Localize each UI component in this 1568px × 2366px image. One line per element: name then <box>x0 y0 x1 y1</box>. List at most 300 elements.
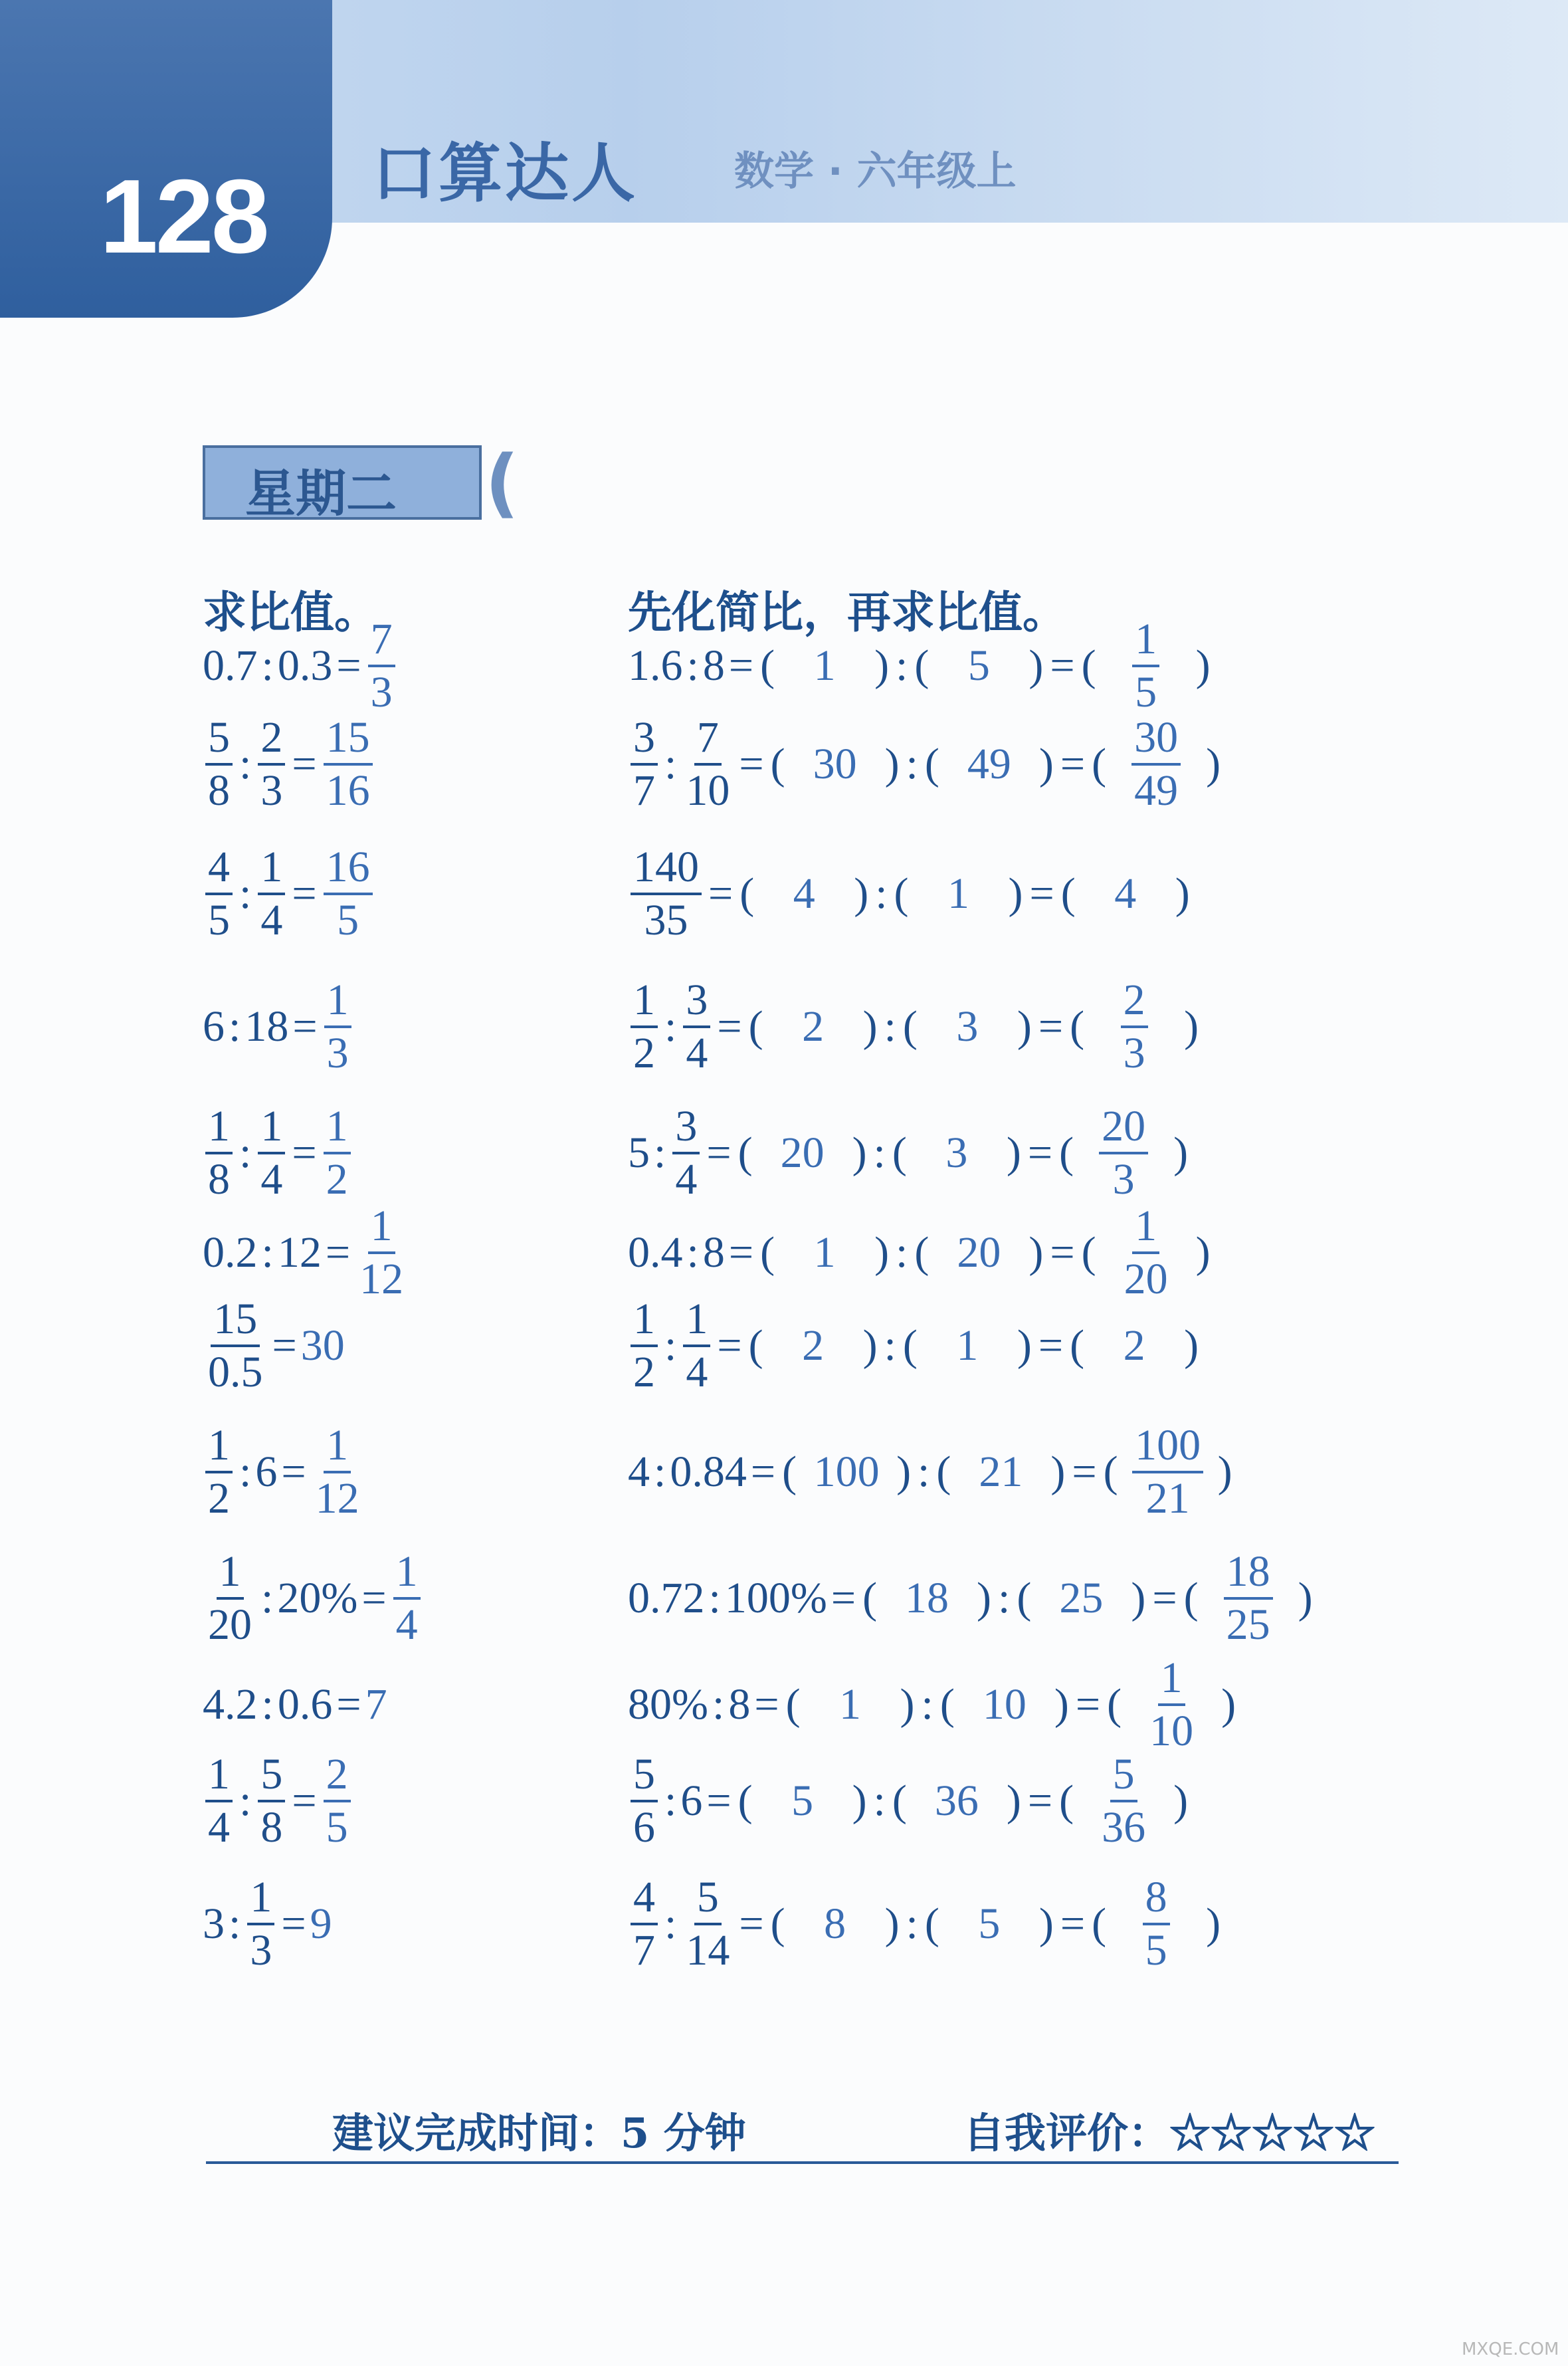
equals-sign: = <box>325 1228 351 1277</box>
numerator: 16 <box>324 845 373 895</box>
denominator: 0.5 <box>208 1348 263 1396</box>
denominator: 5 <box>337 896 359 944</box>
rating-stars[interactable]: ☆☆☆☆☆ <box>1169 2109 1376 2157</box>
term: 6 <box>255 1448 278 1496</box>
open-paren: ( <box>1183 1574 1199 1622</box>
close-paren: ) <box>1038 1899 1054 1948</box>
answer-fraction <box>324 713 373 815</box>
answer-blank: 30 <box>813 740 857 788</box>
denominator: 3 <box>1123 1029 1145 1077</box>
numerator: 1 <box>324 978 351 1028</box>
simplified-ratio-second[interactable] <box>936 1450 1065 1494</box>
answer-blank: 10 <box>982 1680 1027 1729</box>
answer-blank: 21 <box>979 1448 1023 1496</box>
open-paren: ( <box>1017 1574 1032 1622</box>
left-problem-row <box>203 1750 353 1852</box>
equals-sign: = <box>336 1680 361 1729</box>
answer-fraction <box>1147 1656 1196 1753</box>
fraction <box>631 713 658 815</box>
answer-value: 7 <box>365 1680 387 1729</box>
denominator: 4 <box>675 1155 698 1204</box>
denominator: 10 <box>686 766 730 815</box>
open-paren: ( <box>936 1448 951 1496</box>
denominator: 4 <box>260 1155 283 1204</box>
numerator: 5 <box>205 716 233 766</box>
fraction <box>631 1873 658 1975</box>
close-paren: ) <box>1008 869 1023 918</box>
answer-blank: 2 <box>802 1321 825 1370</box>
close-paren: ) <box>874 641 890 690</box>
numerator: 5 <box>631 1753 658 1802</box>
answer-value: 30 <box>300 1321 345 1370</box>
simplified-ratio-first[interactable] <box>785 1680 915 1729</box>
answer-blank: 49 <box>967 740 1011 788</box>
ratio-value[interactable] <box>1092 1873 1221 1975</box>
right-problem-row <box>628 1204 1213 1301</box>
open-paren: ( <box>770 740 785 788</box>
simplified-ratio-second[interactable] <box>902 1002 1032 1051</box>
left-problem-row <box>203 1547 423 1649</box>
ratio-value[interactable] <box>1059 1750 1189 1852</box>
denominator: 3 <box>1112 1155 1135 1204</box>
answer-fraction <box>324 978 351 1075</box>
numerator: 2 <box>1121 978 1148 1028</box>
close-paren: ) <box>1050 1448 1066 1496</box>
numerator: 1 <box>1132 1204 1159 1254</box>
close-paren: ) <box>862 1321 878 1370</box>
simplified-ratio-first[interactable] <box>770 1899 900 1948</box>
simplified-ratio-second[interactable] <box>894 869 1023 918</box>
term: 5 <box>628 1129 650 1177</box>
page-number-tab <box>0 0 332 318</box>
open-paren: ( <box>770 1899 785 1948</box>
equals-sign: = <box>706 1129 732 1177</box>
answer-blank <box>1074 1750 1173 1852</box>
answer-blank <box>1096 1204 1196 1301</box>
equals-sign: = <box>292 740 317 788</box>
term: 8 <box>702 1228 725 1277</box>
denominator: 12 <box>315 1474 359 1523</box>
right-problem-row <box>628 617 1213 714</box>
equals-sign: = <box>706 1776 732 1825</box>
ratio-colon: : <box>906 1899 918 1948</box>
ratio-colon: : <box>873 1776 886 1825</box>
ratio-value[interactable] <box>1103 1421 1232 1523</box>
right-problem-row <box>628 1873 1223 1975</box>
numerator: 30 <box>1131 716 1181 766</box>
left-problem-row <box>203 1421 365 1523</box>
close-paren: ) <box>1029 641 1044 690</box>
fraction <box>205 1297 266 1394</box>
answer-blank <box>1096 617 1196 714</box>
close-paren: ) <box>1006 1129 1021 1177</box>
ratio-colon: : <box>229 1899 241 1948</box>
answer-blank <box>1084 1321 1184 1370</box>
term: 80% <box>628 1680 708 1729</box>
answer-fraction <box>324 1750 351 1852</box>
fraction <box>205 845 233 942</box>
answer-fraction <box>393 1547 421 1649</box>
fraction <box>631 1750 658 1852</box>
ratio-value[interactable] <box>1082 1204 1211 1301</box>
fraction <box>631 978 658 1075</box>
answer-blank: 20 <box>957 1228 1001 1277</box>
ratio-colon: : <box>686 1228 699 1277</box>
close-paren: ) <box>884 1899 900 1948</box>
answer-fraction <box>1132 617 1159 714</box>
close-paren: ) <box>1173 1129 1189 1177</box>
ratio-colon: : <box>261 1228 274 1277</box>
equals-sign: = <box>292 1129 317 1177</box>
close-paren: ) <box>884 740 900 788</box>
numerator: 1 <box>631 978 658 1028</box>
ratio-value[interactable] <box>1082 617 1211 714</box>
equals-sign: = <box>336 641 361 690</box>
equals-sign: = <box>1152 1574 1177 1622</box>
answer-value: 9 <box>310 1899 332 1948</box>
left-problem-row <box>203 1873 332 1975</box>
ratio-value[interactable] <box>1107 1656 1236 1753</box>
term: 12 <box>277 1228 322 1277</box>
ratio-colon: : <box>906 740 918 788</box>
close-paren: ) <box>1298 1574 1313 1622</box>
answer-blank: 4 <box>793 869 815 918</box>
term: 100% <box>724 1574 827 1622</box>
equals-sign: = <box>717 1321 742 1370</box>
numerator: 15 <box>211 1297 260 1347</box>
equals-sign: = <box>754 1680 779 1729</box>
open-paren: ( <box>902 1321 918 1370</box>
fraction <box>631 1297 658 1394</box>
denominator: 4 <box>260 896 283 944</box>
open-paren: ( <box>892 1129 907 1177</box>
fraction <box>205 1421 233 1523</box>
open-paren: ( <box>924 740 939 788</box>
answer-fraction <box>1131 713 1181 815</box>
simplified-ratio-first[interactable] <box>738 1131 867 1175</box>
denominator: 5 <box>326 1803 348 1852</box>
ratio-colon: : <box>239 740 252 788</box>
term: 8 <box>702 641 725 690</box>
open-paren: ( <box>1070 1002 1085 1051</box>
fraction <box>258 1750 285 1852</box>
open-paren: ( <box>1103 1448 1118 1496</box>
answer-fraction <box>1132 1421 1203 1523</box>
simplified-ratio-second[interactable] <box>892 1776 1021 1825</box>
equals-sign: = <box>1050 641 1075 690</box>
open-paren: ( <box>1081 1228 1096 1277</box>
answer-blank: 20 <box>780 1129 825 1177</box>
open-paren: ( <box>760 1228 775 1277</box>
simplified-ratio-second[interactable] <box>902 1321 1032 1370</box>
fraction <box>247 1873 274 1975</box>
ratio-value[interactable] <box>1183 1547 1313 1649</box>
answer-blank: 1 <box>956 1321 979 1370</box>
numerator: 1 <box>205 1424 233 1473</box>
answer-blank <box>1074 1102 1173 1204</box>
simplified-ratio-first[interactable] <box>771 742 900 786</box>
close-paren: ) <box>1017 1321 1032 1370</box>
answer-blank <box>1199 1547 1298 1649</box>
equals-sign: = <box>1038 1002 1064 1051</box>
numerator: 1 <box>324 1424 351 1473</box>
denominator: 3 <box>260 766 283 815</box>
answer-blank <box>1076 869 1175 918</box>
answer-blank: 8 <box>824 1899 846 1948</box>
numerator: 2 <box>258 716 285 766</box>
simplified-ratio-first[interactable] <box>737 1776 867 1825</box>
right-problem-row <box>628 1102 1191 1204</box>
denominator: 49 <box>1134 766 1179 815</box>
denominator: 3 <box>250 1926 272 1975</box>
open-paren: ( <box>1070 1321 1085 1370</box>
denominator: 5 <box>208 896 230 944</box>
denominator: 10 <box>1149 1707 1194 1755</box>
close-paren: ) <box>1217 1448 1232 1496</box>
ratio-colon: : <box>873 1129 886 1177</box>
denominator: 8 <box>208 766 230 815</box>
ratio-colon: : <box>261 641 274 690</box>
simplified-ratio-first[interactable] <box>739 869 869 918</box>
open-paren: ( <box>737 1129 753 1177</box>
simplified-ratio-first[interactable] <box>782 1450 911 1494</box>
denominator: 3 <box>370 668 393 716</box>
close-paren: ) <box>1184 1321 1199 1370</box>
simplified-ratio-first[interactable] <box>760 641 890 690</box>
answer-fraction <box>1099 1102 1148 1204</box>
fraction <box>205 713 233 815</box>
ratio-colon: : <box>664 740 677 788</box>
term: 0.72 <box>628 1574 705 1622</box>
numerator: 8 <box>1143 1876 1170 1925</box>
denominator: 20 <box>208 1600 252 1649</box>
right-problem-row <box>628 845 1193 942</box>
denominator: 21 <box>1145 1474 1190 1523</box>
close-paren: ) <box>896 1448 912 1496</box>
fraction <box>258 1102 285 1204</box>
ratio-colon: : <box>896 1228 908 1277</box>
ratio-colon: : <box>875 869 888 918</box>
numerator: 5 <box>694 1876 722 1925</box>
answer-blank: 5 <box>978 1899 1001 1948</box>
open-paren: ( <box>892 1776 907 1825</box>
term: 3 <box>203 1899 225 1948</box>
equals-sign: = <box>708 869 734 918</box>
open-paren: ( <box>1107 1680 1122 1729</box>
numerator: 140 <box>631 845 702 895</box>
numerator: 4 <box>205 845 233 895</box>
day-tag <box>203 445 482 523</box>
subject-label: 数学 · 六年级上 <box>734 148 1017 195</box>
equals-sign: = <box>281 1448 306 1496</box>
ratio-colon: : <box>664 1002 677 1051</box>
equals-sign: = <box>281 1899 306 1948</box>
answer-blank: 18 <box>905 1574 949 1622</box>
answer-fraction <box>1224 1547 1273 1649</box>
right-problem-row <box>628 1421 1235 1523</box>
right-heading: 先化简比，再求比值。 <box>628 587 1066 638</box>
numerator: 1 <box>205 1753 233 1802</box>
denominator: 36 <box>1102 1803 1146 1852</box>
denominator: 4 <box>208 1803 230 1852</box>
open-paren: ( <box>1059 1129 1074 1177</box>
numerator: 1 <box>683 1297 710 1347</box>
numerator: 7 <box>694 716 722 766</box>
right-problem-row <box>628 1656 1238 1753</box>
suggested-time: 建议完成时间：5 分钟 <box>332 2109 746 2157</box>
ratio-colon: : <box>239 1129 252 1177</box>
answer-fraction <box>324 845 373 942</box>
simplified-ratio-second[interactable] <box>939 1680 1069 1729</box>
equals-sign: = <box>1050 1228 1075 1277</box>
equals-sign: = <box>292 1776 317 1825</box>
simplified-ratio-second[interactable] <box>892 1131 1021 1175</box>
simplified-ratio-second[interactable] <box>914 1228 1044 1277</box>
close-paren: ) <box>900 1680 915 1729</box>
simplified-ratio-second[interactable] <box>914 641 1044 690</box>
ratio-colon: : <box>229 1002 241 1051</box>
open-paren: ( <box>902 1002 918 1051</box>
close-paren: ) <box>1195 641 1211 690</box>
ratio-colon: : <box>654 1448 666 1496</box>
day-bracket-icon: ( <box>485 440 520 526</box>
close-paren: ) <box>1038 740 1054 788</box>
ratio-colon: : <box>686 641 699 690</box>
denominator: 6 <box>633 1803 655 1852</box>
ratio-colon: : <box>998 1574 1011 1622</box>
simplified-ratio-first[interactable] <box>760 1228 890 1277</box>
close-paren: ) <box>1017 1002 1032 1051</box>
close-paren: ) <box>1029 1228 1044 1277</box>
answer-fraction <box>324 1102 351 1204</box>
equals-sign: = <box>831 1574 856 1622</box>
left-problem-row <box>203 1297 345 1394</box>
close-paren: ) <box>1206 1899 1221 1948</box>
ratio-colon: : <box>664 1899 677 1948</box>
simplified-ratio-first[interactable] <box>862 1576 991 1620</box>
left-problem-row <box>203 1204 409 1301</box>
term: 0.84 <box>670 1448 747 1496</box>
fraction <box>683 713 732 815</box>
open-paren: ( <box>782 1448 797 1496</box>
page-number: 128 <box>100 158 267 275</box>
denominator: 8 <box>260 1803 283 1852</box>
answer-fraction <box>1121 978 1148 1075</box>
term: 8 <box>728 1680 751 1729</box>
term: 4.2 <box>203 1680 258 1729</box>
left-problem-row <box>203 617 398 714</box>
open-paren: ( <box>914 1228 930 1277</box>
equals-sign: = <box>1060 1899 1086 1948</box>
equals-sign: = <box>728 641 754 690</box>
left-problem-row <box>203 713 375 815</box>
equals-sign: = <box>739 1899 764 1948</box>
footer-rule <box>206 2161 1399 2164</box>
simplified-ratio-first[interactable] <box>748 1321 878 1370</box>
ratio-value[interactable] <box>1059 1102 1189 1204</box>
equals-sign: = <box>1060 740 1086 788</box>
answer-fraction <box>368 617 395 714</box>
ratio-value[interactable] <box>1092 713 1221 815</box>
close-paren: ) <box>874 1228 890 1277</box>
brand-title: 口算达人 <box>372 136 638 211</box>
fraction <box>683 978 710 1075</box>
numerator: 1 <box>247 1876 274 1925</box>
simplified-ratio-second[interactable] <box>924 1899 1054 1948</box>
numerator: 1 <box>217 1550 244 1600</box>
close-paren: ) <box>852 1129 867 1177</box>
simplified-ratio-second[interactable] <box>925 742 1054 786</box>
denominator: 16 <box>326 766 370 815</box>
equals-sign: = <box>1027 1129 1053 1177</box>
denominator: 2 <box>633 1029 655 1077</box>
ratio-colon: : <box>239 1448 252 1496</box>
ratio-colon: : <box>896 641 908 690</box>
close-paren: ) <box>1131 1574 1146 1622</box>
fraction <box>258 713 285 815</box>
equals-sign: = <box>292 869 317 918</box>
numerator: 1 <box>258 1105 285 1154</box>
denominator: 3 <box>326 1029 349 1077</box>
simplified-ratio-first[interactable] <box>748 1002 878 1051</box>
fraction <box>631 845 702 942</box>
answer-blank <box>1118 1421 1218 1523</box>
self-evaluation <box>963 2100 1375 2159</box>
denominator: 20 <box>1124 1255 1168 1303</box>
simplified-ratio-second[interactable] <box>1017 1576 1145 1620</box>
fraction <box>683 1873 732 1975</box>
term: 0.6 <box>277 1680 333 1729</box>
answer-blank: 2 <box>802 1002 825 1051</box>
self-evaluation-label: 自我评价： <box>963 2109 1170 2157</box>
denominator: 2 <box>633 1348 655 1396</box>
numerator: 1 <box>1132 617 1159 667</box>
denominator: 14 <box>686 1926 730 1975</box>
term: 0.7 <box>203 641 258 690</box>
close-paren: ) <box>1221 1680 1236 1729</box>
answer-blank: 1 <box>813 641 836 690</box>
equals-sign: = <box>272 1321 297 1370</box>
answer-blank <box>1106 713 1206 815</box>
answer-blank: 1 <box>947 869 970 918</box>
equals-sign: = <box>292 1002 318 1051</box>
close-paren: ) <box>977 1574 992 1622</box>
answer-value: 4 <box>1114 869 1137 918</box>
watermark: MXQE.COM <box>1462 2339 1559 2359</box>
open-paren: ( <box>739 869 755 918</box>
close-paren: ) <box>1206 740 1221 788</box>
denominator: 35 <box>644 896 688 944</box>
close-paren: ) <box>862 1002 878 1051</box>
ratio-value[interactable] <box>1070 1321 1199 1370</box>
answer-blank: 5 <box>791 1776 814 1825</box>
left-heading: 求比值。 <box>203 587 378 638</box>
ratio-value[interactable] <box>1060 869 1190 918</box>
fraction <box>258 845 285 942</box>
fraction <box>683 1297 710 1394</box>
ratio-value[interactable] <box>1070 978 1199 1075</box>
right-problem-row <box>628 1750 1191 1852</box>
left-problem-row <box>203 845 375 942</box>
answer-fraction <box>1099 1750 1148 1852</box>
numerator: 1 <box>368 1204 395 1254</box>
right-problem-row <box>628 1547 1316 1649</box>
answer-blank: 3 <box>956 1002 979 1051</box>
numerator: 1 <box>1158 1656 1185 1706</box>
answer-blank: 1 <box>813 1228 836 1277</box>
numerator: 1 <box>631 1297 658 1347</box>
fraction <box>205 1102 233 1204</box>
